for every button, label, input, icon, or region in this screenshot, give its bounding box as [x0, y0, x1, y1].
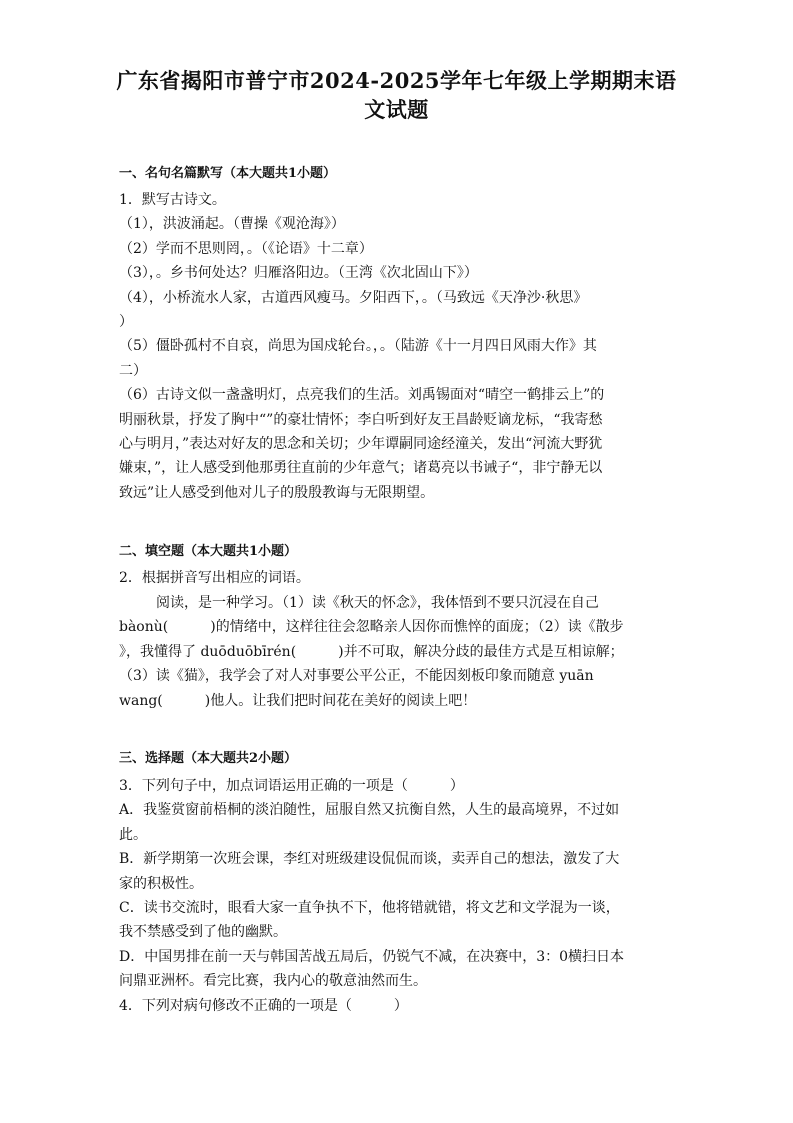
question-2-passage-line-2: bàonù( )的情绪中，这样往往会忽略亲人因你而憔悴的面庞；（2）读《散步: [119, 619, 624, 635]
question-1-item-4: （4），小桥流水人家，古道西风瘦马。夕阳西下，。（马致远《天净沙·秋思》: [119, 290, 588, 306]
question-1-item-5: （5）僵卧孤村不自哀，尚思为国戍轮台。，。（陆游《十一月四日风雨大作》其: [119, 338, 597, 354]
question-3-option-c: C．读书交流时，眼看大家一直争执不下，他将错就错，将文艺和文学混为一谈，: [119, 900, 620, 916]
question-1-item-6: （6）古诗文似一盏盏明灯，点亮我们的生活。刘禹锡面对“晴空一鹤排云上”的: [119, 387, 605, 403]
section-heading-2: 二、填空题（本大题共1小题）: [119, 544, 298, 559]
title-line-2: 文试题: [364, 97, 429, 122]
question-3-option-b-cont: 家的积极性。: [119, 876, 203, 892]
title-line-1: 广东省揭阳市普宁市2024-2025学年七年级上学期期末语: [116, 68, 677, 93]
question-3-option-d: D．中国男排在前一天与韩国苦战五局后，仍锐气不减，在决赛中，3：0横扫日本: [119, 949, 625, 965]
question-1-stem: 1．默写古诗文。: [119, 192, 226, 208]
question-1-item-6-line-5: 致远”让人感受到他对儿子的殷殷教诲与无限期望。: [119, 485, 435, 501]
question-1-item-6-line-4: 嫌束，”，让人感受到他那勇往直前的少年意气；诸葛亮以书诫子“，非宁静无以: [119, 460, 603, 476]
question-1-item-3: （3），。乡书何处达？归雁洛阳边。（王湾《次北固山下》）: [119, 265, 478, 281]
question-2-passage-line-5: wang( )他人。让我们把时间花在美好的阅读上吧！: [119, 693, 477, 709]
question-1-item-5-cont: 二）: [119, 363, 147, 379]
question-1-item-6-line-3: 心与明月，”表达对好友的思念和关切；少年谭嗣同途经潼关，发出“河流大野犹: [119, 436, 603, 452]
question-3-option-c-cont: 我不禁感受到了他的幽默。: [119, 924, 287, 940]
question-3-option-a: A．我鉴赏窗前梧桐的淡泊随性，屈服自然又抗衡自然，人生的最高境界，不过如: [119, 802, 620, 818]
page-title: [100, 66, 693, 124]
question-1-item-6-line-2: 明丽秋景，抒发了胸中“”的豪壮情怀；李白听到好友王昌龄贬谪龙标，“我寄愁: [119, 412, 603, 428]
question-1-item-4-cont: ）: [119, 314, 133, 330]
section-heading-3: 三、选择题（本大题共2小题）: [119, 751, 298, 766]
question-2-passage-line-1: 阅读，是一种学习。（1）读《秋天的怀念》，我体悟到不要只沉浸在自己: [156, 595, 599, 611]
question-3-option-b: B．新学期第一次班会课，李红对班级建设侃侃而谈，卖弄自己的想法，激发了大: [119, 851, 620, 867]
section-heading-1: 一、名句名篇默写（本大题共1小题）: [119, 166, 337, 181]
question-4-stem: 4．下列对病句修改不正确的一项是（ ）: [119, 998, 408, 1014]
question-3-stem: 3．下列句子中，加点词语运用正确的一项是（ ）: [119, 778, 464, 794]
question-2-stem: 2．根据拼音写出相应的词语。: [119, 570, 310, 586]
question-1-item-2: （2）学而不思则罔，。（《论语》十二章）: [119, 241, 373, 257]
question-3-option-a-cont: 此。: [119, 827, 147, 843]
question-2-passage-line-3: 》，我懂得了 duōduōbīrén( )并不可取，解决分歧的最佳方式是互相谅解；: [119, 644, 624, 660]
question-1-item-1: （1），洪波涌起。（曹操《观沧海》）: [119, 216, 345, 232]
question-3-option-d-cont: 问鼎亚洲杯。看完比赛，我内心的敬意油然而生。: [119, 973, 427, 989]
question-2-passage-line-4: （3）读《猫》，我学会了对人对事要公平公正，不能因刻板印象而随意 yuān: [119, 668, 594, 684]
